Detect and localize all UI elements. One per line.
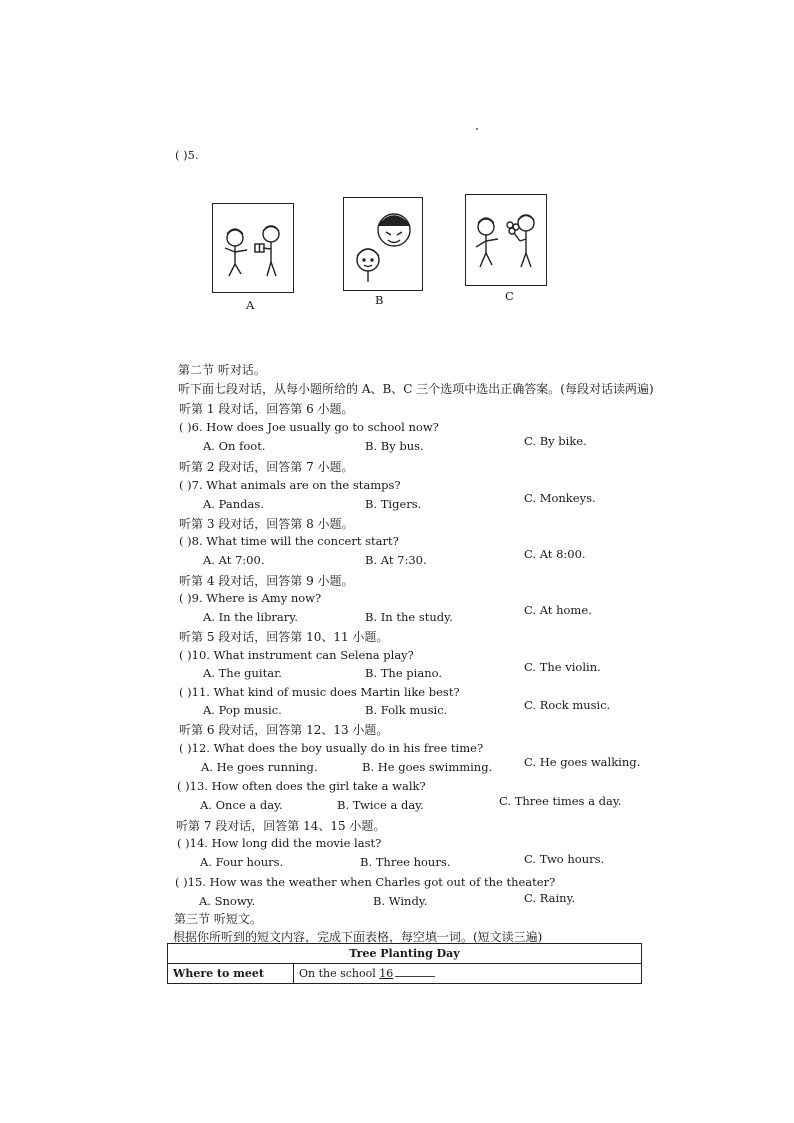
picture-c-label: C [505,289,514,303]
option-a[interactable]: A. Pop music. [203,703,282,717]
kids-faces-icon [344,198,422,290]
option-b[interactable]: B. By bus. [365,439,424,453]
option-a[interactable]: A. He goes running. [201,760,318,774]
table-row-value: On the school [299,967,376,980]
option-a[interactable]: A. Once a day. [200,798,283,812]
section3-heading: 第三节 听短文。 [174,912,262,926]
question-stem: ( )8. What time will the concert start? [179,534,399,548]
question-stem: ( )7. What animals are on the stamps? [179,478,401,492]
picture-b-label: B [375,293,384,307]
option-c[interactable]: C. Rock music. [524,698,611,712]
dialogue-intro: 听第 1 段对话，回答第 6 小题。 [179,402,354,416]
section2-instruction: 听下面七段对话，从每小题所给的 A、B、C 三个选项中选出正确答案。(每段对话读两遍) [178,382,654,396]
option-b[interactable]: B. At 7:30. [365,553,427,567]
speck [476,128,478,130]
option-c[interactable]: C. Three times a day. [499,794,622,808]
picture-c[interactable] [465,194,547,286]
option-a[interactable]: A. On foot. [203,439,266,453]
option-b[interactable]: B. In the study. [365,610,453,624]
option-a[interactable]: A. Four hours. [200,855,284,869]
option-c[interactable]: C. At home. [524,603,592,617]
option-b[interactable]: B. Twice a day. [337,798,424,812]
option-c[interactable]: C. Monkeys. [524,491,596,505]
dialogue-intro: 听第 3 段对话，回答第 8 小题。 [179,517,354,531]
picture-a[interactable] [212,203,294,293]
option-b[interactable]: B. The piano. [365,666,442,680]
table-title: Tree Planting Day [168,944,642,964]
question-stem: ( )10. What instrument can Selena play? [179,648,414,662]
dialogue-intro: 听第 6 段对话，回答第 12、13 小题。 [179,723,389,737]
question-stem: ( )13. How often does the girl take a walk? [177,779,426,793]
dialogue-intro: 听第 5 段对话，回答第 10、11 小题。 [179,630,389,644]
option-b[interactable]: B. Folk music. [365,703,448,717]
option-a[interactable]: A. The guitar. [203,666,282,680]
two-kids-flowers-icon [466,195,546,285]
question-stem: ( )6. How does Joe usually go to school now? [179,420,439,434]
option-c[interactable]: C. At 8:00. [524,547,586,561]
option-c[interactable]: C. Rainy. [524,891,576,905]
option-c[interactable]: C. The violin. [524,660,601,674]
dialogue-intro: 听第 7 段对话，回答第 14、15 小题。 [176,819,386,833]
dialogue-intro: 听第 2 段对话，回答第 7 小题。 [179,460,354,474]
option-a[interactable]: A. At 7:00. [203,553,265,567]
option-a[interactable]: A. In the library. [203,610,298,624]
dialogue-intro: 听第 4 段对话，回答第 9 小题。 [179,574,354,588]
section2-heading: 第二节 听对话。 [178,363,266,377]
option-c[interactable]: C. By bike. [524,434,587,448]
option-c[interactable]: C. He goes walking. [524,755,641,769]
blank-number: 16 [379,967,394,980]
question-stem: ( )9. Where is Amy now? [179,591,322,605]
option-b[interactable]: B. Three hours. [360,855,451,869]
table-row-label: Where to meet [168,964,294,984]
option-b[interactable]: B. Tigers. [365,497,422,511]
question-stem: ( )14. How long did the movie last? [177,836,382,850]
picture-b[interactable] [343,197,423,291]
question-stem: ( )11. What kind of music does Martin like best? [179,685,460,699]
option-a[interactable]: A. Snowy. [199,894,256,908]
option-b[interactable]: B. He goes swimming. [362,760,493,774]
answer-blank[interactable] [395,976,435,977]
section3-instruction: 根据你所听到的短文内容，完成下面表格，每空填一词。(短文读三遍) [173,930,543,944]
option-a[interactable]: A. Pandas. [203,497,264,511]
two-kids-gift-icon [213,204,293,292]
option-b[interactable]: B. Windy. [373,894,428,908]
question-stem: ( )15. How was the weather when Charles got out of the theater? [175,875,556,889]
table-row-value-cell [294,964,642,984]
picture-a-label: A [246,298,255,312]
tree-planting-table [167,943,642,984]
question-stem: ( )12. What does the boy usually do in his free time? [179,741,484,755]
q5-label: ( )5. [175,148,199,162]
option-c[interactable]: C. Two hours. [524,852,605,866]
